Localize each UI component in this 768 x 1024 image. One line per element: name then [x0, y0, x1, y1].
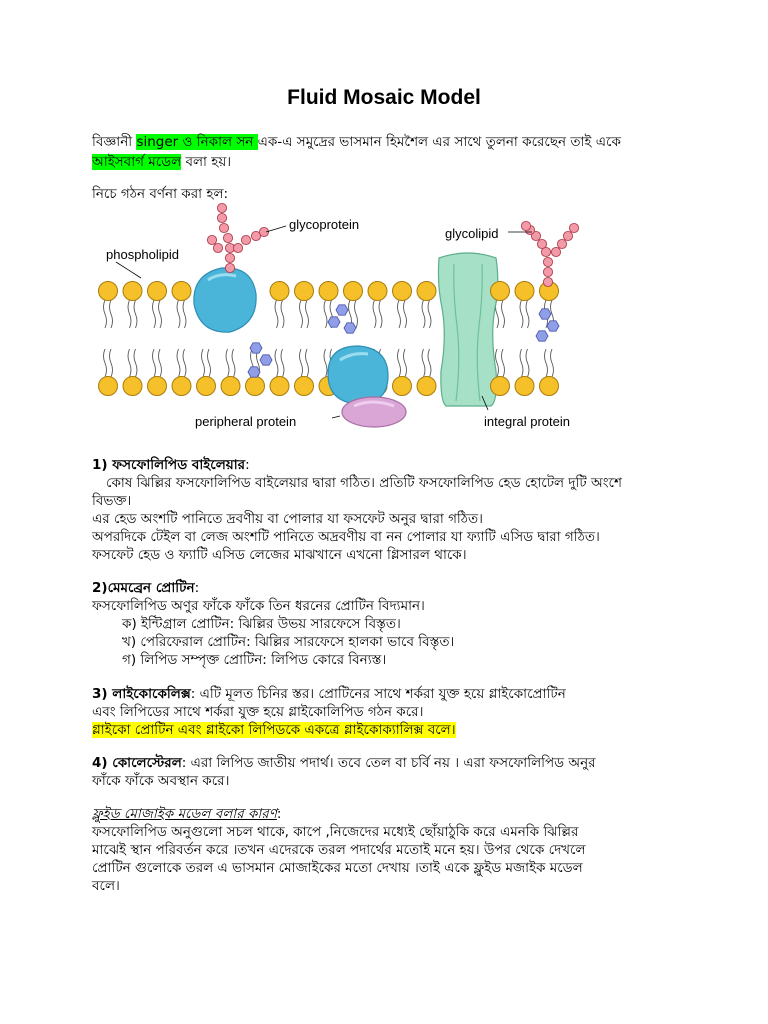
phospholipid-head	[540, 377, 559, 396]
intro-text: বলা হয়।	[181, 154, 232, 170]
phospholipid-tail	[422, 300, 425, 328]
phospholipid-tail	[159, 300, 162, 328]
sugar-unit	[543, 257, 552, 266]
phospholipid-head	[515, 282, 534, 301]
phospholipid-tail	[300, 349, 303, 377]
phospholipid-head	[270, 282, 289, 301]
phospholipid-head	[99, 282, 118, 301]
phospholipid-head	[295, 282, 314, 301]
sugar-unit	[569, 223, 578, 232]
section5-heading	[92, 804, 281, 824]
label-phospholipid: phospholipid	[106, 247, 180, 262]
cholesterol-ring	[344, 323, 356, 333]
phospholipid-tail	[177, 300, 180, 328]
phospholipid-head	[319, 282, 338, 301]
phospholipid-tail	[551, 349, 554, 377]
section2-line: ফসফোলিপিড অণুর ফাঁকে ফাঁকে তিন ধরনের প্রোটিন বিদ্যমান।	[92, 598, 425, 614]
sugar-unit	[223, 233, 232, 242]
label-glycolipid: glycolipid	[445, 226, 499, 241]
section1-line: ফসফেট হেড ও ফ্যাটি এসিড লেজের মাঝখানে এখনো গ্লিসারল থাকে।	[92, 547, 467, 563]
phospholipid-tail	[226, 349, 229, 377]
section1-heading	[92, 455, 250, 475]
cholesterol-ring	[260, 355, 272, 365]
phospholipid-head	[246, 377, 265, 396]
sugar-unit	[537, 239, 546, 248]
phospholipid-tail	[404, 300, 407, 328]
phospholipid-head	[491, 377, 510, 396]
cholesterol-hexagons	[248, 305, 559, 377]
section4-line: ফাঁকে ফাঁকে অবস্থান করে।	[92, 773, 230, 789]
phospholipid-tail	[183, 349, 186, 377]
highlight-scientists: singer ও নিকাল সন	[136, 134, 258, 150]
phospholipid-head	[123, 377, 142, 396]
sugar-unit	[543, 277, 552, 286]
phospholipid-tail	[153, 300, 156, 328]
phospholipid-head	[270, 377, 289, 396]
intro-text: এক-এ সমুদ্রের ভাসমান হিমশৈল এর সাথে তুলনা করেছেন তাই একে	[257, 134, 621, 150]
section5-line: বলে।	[92, 878, 120, 894]
phospholipid-tail	[153, 349, 156, 377]
sugar-unit	[241, 235, 250, 244]
section1-colon: :	[245, 457, 250, 473]
highlight-glycocalyx: গ্লাইকো প্রোটিন এবং গ্লাইকো লিপিডকে একত্রে গ্লাইকোক্যালিক্স বলে।	[92, 722, 456, 738]
phospholipid-head	[148, 282, 167, 301]
phospholipid-head	[197, 377, 216, 396]
page-title: Fluid Mosaic Model	[287, 86, 481, 109]
section1-title: 1) ফসফোলিপিড বাইলেয়ার	[92, 457, 246, 473]
sugar-unit	[551, 247, 560, 256]
glycoprotein-protein	[194, 268, 256, 332]
phospholipid-tail	[398, 300, 401, 328]
section2-colon: :	[194, 580, 200, 596]
phospholipid-tail	[520, 300, 523, 328]
label-peripheral-protein: peripheral protein	[195, 414, 297, 429]
cholesterol-ring	[250, 343, 262, 353]
phospholipid-tail	[134, 349, 137, 377]
section5-line: প্রোটিন গুলোকে তরল এ ভাসমান মোজাইকের মতো দেখায় ।তাই একে ফ্লুইড মজাইক মডেল	[92, 860, 583, 876]
phospholipid-head	[417, 377, 436, 396]
phospholipid-tail	[104, 349, 107, 377]
sugar-unit	[543, 267, 552, 276]
phospholipid-tail	[502, 349, 505, 377]
sugar-unit	[557, 239, 566, 248]
phospholipid-head	[172, 377, 191, 396]
phospholipid-tail	[159, 349, 162, 377]
label-glycoprotein: glycoprotein	[289, 217, 360, 232]
label-integral-protein: integral protein	[484, 414, 570, 429]
phospholipid-head	[393, 377, 412, 396]
phospholipid-tail	[306, 349, 309, 377]
phospholipid-tail	[202, 349, 205, 377]
phospholipid-tail	[404, 349, 407, 377]
highlight-iceberg-model: আইসবার্গ মডেল	[92, 154, 182, 170]
section2-list-item: গ) লিপিড সম্পৃক্ত প্রোটিন: লিপিড কোরে বিন্যস্ত।	[122, 652, 387, 668]
inner-protein	[328, 346, 388, 404]
phospholipid-head	[417, 282, 436, 301]
phospholipid-tail	[502, 300, 505, 328]
phospholipid-tail	[545, 349, 548, 377]
phospholipid-head	[515, 377, 534, 396]
phospholipid-head	[148, 377, 167, 396]
section4-title: 4) কোলেস্টেরল	[92, 755, 182, 771]
phospholipid-tail	[110, 349, 113, 377]
phospholipid-tail	[281, 349, 284, 377]
phospholipid-tail	[128, 300, 131, 328]
intro-line-2	[92, 152, 231, 172]
section1-line: বিভক্ত।	[92, 493, 132, 509]
phospholipid-head	[393, 282, 412, 301]
section4-text: : এরা লিপিড জাতীয় পদার্থ। তবে তেল বা চর্বি নয় । এরা ফসফোলিপিড অনুর	[181, 755, 596, 771]
cholesterol-ring	[539, 309, 551, 319]
phospholipid-tail	[300, 300, 303, 328]
phospholipid-tail	[208, 349, 211, 377]
phospholipid-tail	[526, 349, 529, 377]
phospholipid-head	[295, 377, 314, 396]
phospholipid-tail	[128, 349, 131, 377]
membrane-diagram	[96, 196, 596, 446]
phospholipid-head	[221, 377, 240, 396]
phospholipid-tail	[232, 349, 235, 377]
phospholipid-tail	[324, 349, 327, 377]
peripheral-protein	[342, 397, 406, 427]
phospholipid-head	[172, 282, 191, 301]
section2-list-item: ক) ইন্টিগ্রাল প্রোটিন: ঝিল্লির উভয় সারফেসে বিস্তৃত।	[122, 616, 401, 632]
section2-heading	[92, 578, 199, 598]
phospholipid-tail	[134, 300, 137, 328]
phospholipid-tail	[104, 300, 107, 328]
phospholipid-tail	[110, 300, 113, 328]
phospholipid-tail	[275, 349, 278, 377]
sugar-unit	[217, 213, 226, 222]
section5-line: ফসফোলিপিড অনুগুলো সচল থাকে, কাপে ,নিজেদের মধ্যেই ছোঁয়াঠুকি করে এমনকি ঝিল্লির	[92, 824, 579, 840]
section5-title: ফ্লুইড মোজাইক মডেল বলার কারণ	[92, 806, 277, 822]
section2-title: 2)মেমব্রেন প্রোটিন	[92, 580, 195, 596]
phospholipid-tail	[422, 349, 425, 377]
phospholipid-tail	[355, 300, 358, 328]
sugar-unit	[233, 243, 242, 252]
phospholipid-head	[368, 282, 387, 301]
phospholipid-tail	[177, 349, 180, 377]
phospholipid-tail	[526, 300, 529, 328]
section3-line-1	[92, 684, 566, 704]
phospholipid-head	[99, 377, 118, 396]
section3-line	[92, 720, 456, 740]
sugar-unit	[563, 231, 572, 240]
sugar-chains	[207, 203, 578, 286]
sugar-unit	[225, 263, 234, 272]
sugar-unit	[207, 235, 216, 244]
phospholipid-tail	[373, 300, 376, 328]
phospholipid-tail	[324, 300, 327, 328]
phospholipid-tail	[281, 300, 284, 328]
intro-text: বিজ্ঞানী	[92, 134, 137, 150]
cholesterol-ring	[536, 331, 548, 341]
intro-line-3: নিচে গঠন বর্ণনা করা হল:	[92, 186, 229, 202]
phospholipid-tail	[520, 349, 523, 377]
cholesterol-ring	[248, 367, 260, 377]
phospholipid-head	[344, 282, 363, 301]
phospholipid-tail	[275, 300, 278, 328]
phospholipid-tail	[398, 349, 401, 377]
section1-line: এর হেড অংশটি পানিতে দ্রবণীয় বা পোলার যা ফসফেট অনুর দ্বারা গঠিত।	[92, 511, 483, 527]
cholesterol-ring	[328, 317, 340, 327]
sugar-unit	[217, 203, 226, 212]
phospholipid-tail	[379, 300, 382, 328]
phospholipid-tail	[428, 349, 431, 377]
section4-line-1	[92, 753, 596, 773]
sugar-unit	[219, 223, 228, 232]
intro-line-1	[92, 132, 621, 152]
section5-line: মাঝেই স্থান পরিবর্তন করে ।তখন এদেরকে তরল পদার্থের মতোই মনে হয়। উপর থেকে দেখলে	[92, 842, 586, 858]
phospholipid-tail	[183, 300, 186, 328]
phospholipid-tail	[428, 300, 431, 328]
cholesterol-ring	[336, 305, 348, 315]
section2-list-item: খ) পেরিফেরাল প্রোটিন: ঝিল্লির সারফেসে হালকা ভাবে বিস্তৃত।	[122, 634, 455, 650]
section1-line: কোষ ঝিল্লির ফসফোলিপিড বাইলেয়ার দ্বারা গঠিত। প্রতিটি ফসফোলিপিড হেড হোটেল দুটি অংশে	[106, 475, 622, 491]
section3-line: এবং লিপিডের সাথে শর্করা যুক্ত হয়ে গ্লাইকোলিপিড গঠন করে।	[92, 704, 424, 720]
sugar-unit	[521, 221, 530, 230]
integral-protein	[438, 253, 497, 406]
section3-title: 3) লাইকোকেলিক্স	[92, 686, 191, 702]
sugar-unit	[213, 243, 222, 252]
phospholipid-head	[123, 282, 142, 301]
section1-line: অপরদিকে টেইল বা লেজ অংশটি পানিতে অদ্রবণীয় বা নন পোলার যা ফ্যাটি এসিড দ্বারা গঠিত।	[92, 529, 600, 545]
section3-text: : এটি মূলত চিনির স্তর। প্রোটিনের সাথে শর্করা যুক্ত হয়ে গ্লাইকোপ্রোটিন	[190, 686, 566, 702]
cholesterol-ring	[547, 321, 559, 331]
phospholipid-head	[491, 282, 510, 301]
phospholipid-tail	[306, 300, 309, 328]
section5-colon: :	[276, 806, 282, 822]
sugar-unit	[225, 253, 234, 262]
